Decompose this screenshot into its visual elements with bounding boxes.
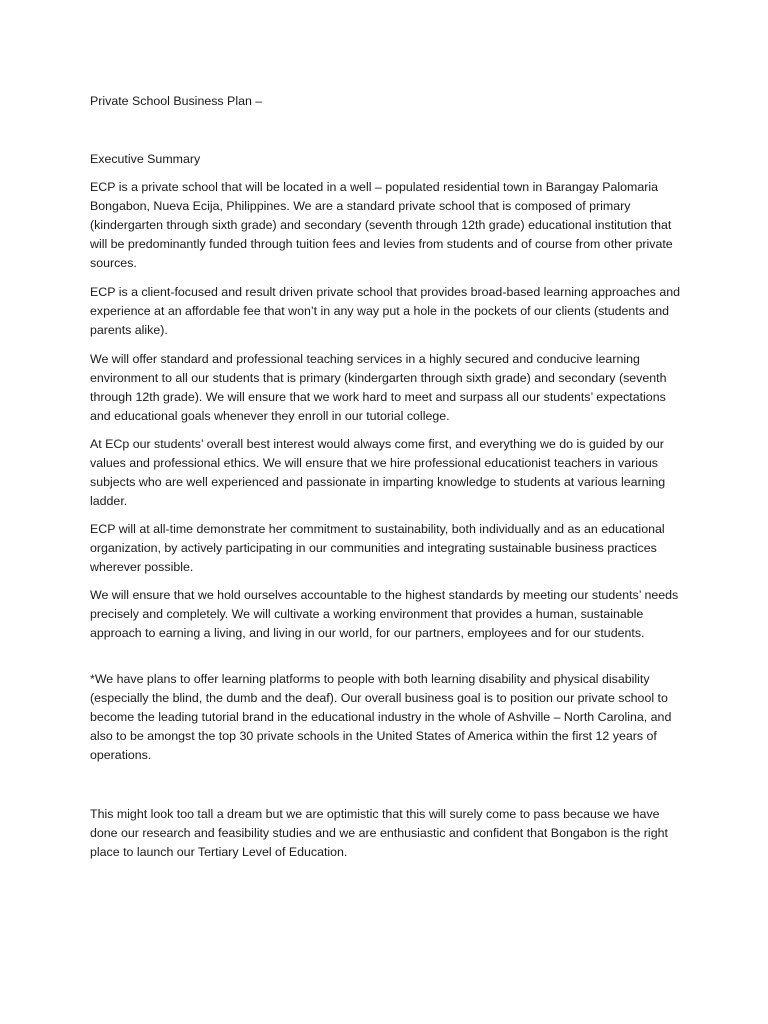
paragraph-intro: ECP is a private school that will be located in a well – populated residential town in Barangay Palomaria Bongabon, Nueva Ecija, Philippines. We are a standard private school that is composed of primary (kindergarten through sixth grade) and secondary (seventh through 12th grade) educational institution that will be predominantly funded through tuition fees and levies from students and of course from other private sources.	[90, 180, 673, 270]
paragraph-closing: This might look too tall a dream but we are optimistic that this will surely come to pass because we have done our research and feasibility studies and we are enthusiastic and confident that Bongabon is the right place to launch our Tertiary Level of Education.	[90, 807, 668, 859]
paragraph-values: At ECp our students’ overall best interest would always come first, and everything we do is guided by our values and professional ethics. We will ensure that we hire professional educationist teachers in various subjects who are well experienced and passionate in imparting knowledge to students at various learning ladder.	[90, 437, 666, 508]
section-heading: Executive Summary	[90, 152, 201, 166]
paragraph-services: We will offer standard and professional teaching services in a highly secured and conducive learning environment to all our students that is primary (kindergarten through sixth grade) and secondary (seventh through 12th grade). We will ensure that we work hard to meet and surpass all our students’ expectations and educational goals whenever they enroll in our tutorial college.	[90, 352, 667, 423]
paragraph-goals: *We have plans to offer learning platforms to people with both learning disability and physical disability (especially the blind, the dumb and the deaf). Our overall business goal is to position our private school to become the leading tutorial brand in the educational industry in the whole of Ashville – North Carolina, and also to be amongst the top 30 private schools in the United States of America within the first 12 years of operations.	[90, 672, 672, 762]
paragraph-client-focus: ECP is a client-focused and result driven private school that provides broad-based learning approaches and experience at an affordable fee that won’t in any way put a hole in the pockets of our clients (students and parents alike).	[90, 285, 681, 337]
document-title: Private School Business Plan –	[90, 94, 263, 108]
paragraph-sustainability: ECP will at all-time demonstrate her commitment to sustainability, both individually and as an educational organization, by actively participating in our communities and integrating sustainable business practices wherever possible.	[90, 522, 665, 574]
paragraph-accountability: We will ensure that we hold ourselves accountable to the highest standards by meeting our students’ needs precisely and completely. We will cultivate a working environment that provides a human, sustainable approach to earning a living, and living in our world, for our partners, employees and for our students.	[90, 588, 679, 640]
